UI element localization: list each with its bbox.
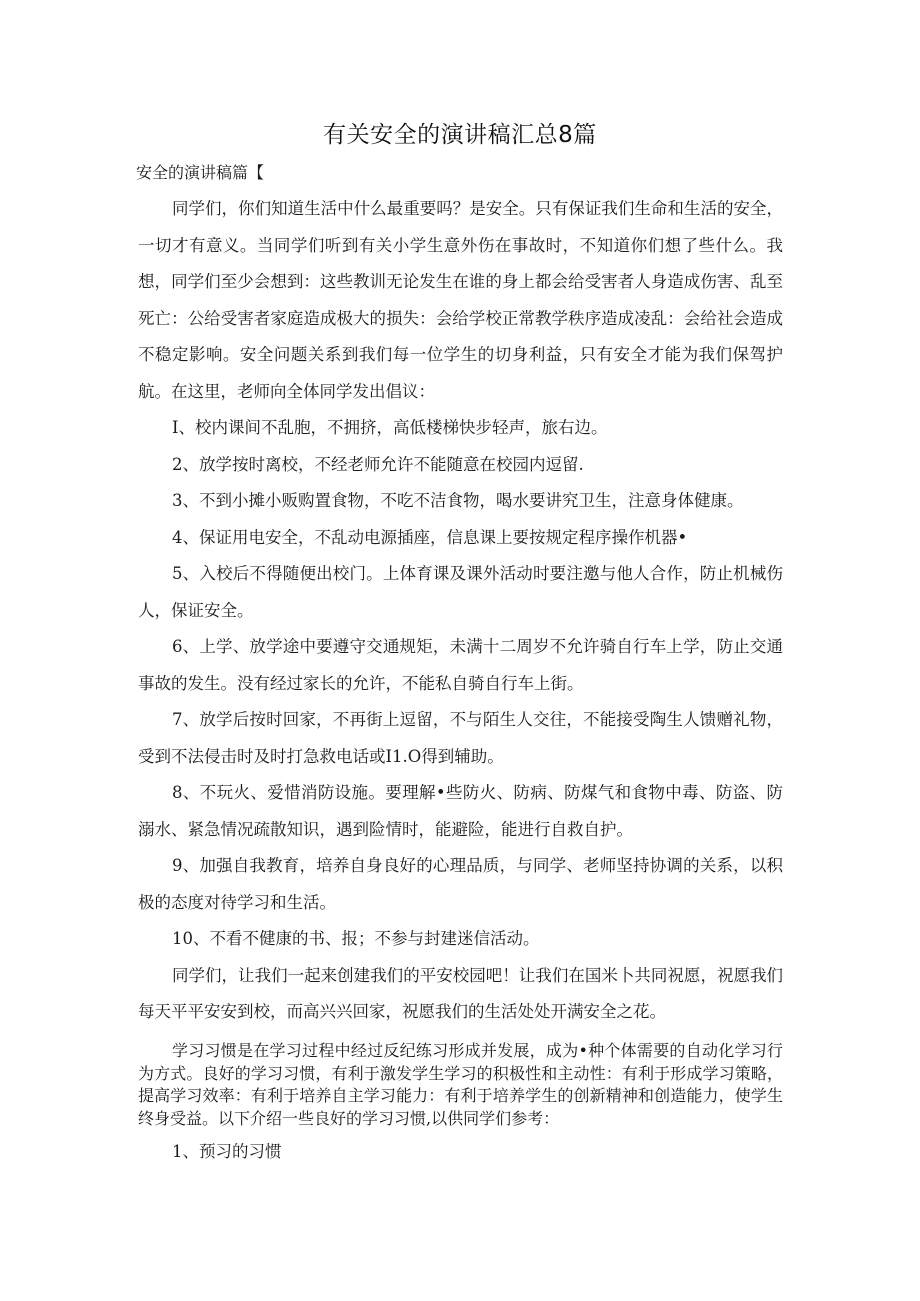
intro-paragraph: 同学们，你们知道生活中什么最重要吗？是安全。只有保证我们生命和生活的安全，一切才有意义。当同学们听到有关小学生意外伤在事故时，不知道你们想了些什么。我想，同学们至少会想到：这些教训无论发生在谁的身上都会给受害者人身造成伤害、乱至死亡：公给受害者家庭造成极大的损失：会给学校正常教学秩序造成凌乱：会给社会造成不稳定影响。安全问题关系到我们每一位学生的切身利益，只有安全才能为我们保驾护航。在这里，老师向全体同学发出倡议： xyxy=(138,199,783,401)
study-list xyxy=(138,1134,783,1171)
list-item: 10、不看不健康的书、报；不参与封建迷信活动。 xyxy=(172,929,540,948)
speech-body xyxy=(138,191,783,1031)
list-item: 4、保证用电安全，不乱动电源插座，信息课上要按规定程序操作机器• xyxy=(172,527,688,547)
list-item: I、校内课间不乱胞，不拥挤，高低楼梯快步轻声，旅右边。 xyxy=(172,418,608,437)
section-heading: 安全的演讲稿篇【 xyxy=(136,163,265,182)
list-item: 6、上学、放学途中要遵守交通规矩，未满十二周岁不允许骑自行车上学，防止交通事故的发生。没有经过家长的允许，不能私自骑自行车上街。 xyxy=(138,637,783,693)
list-item: 2、放学按时离校，不经老师允许不能随意在校园内逗留. xyxy=(172,454,584,474)
study-habits-section xyxy=(138,1040,783,1130)
document-title: 有关安全的演讲稿汇总8篇 xyxy=(323,122,597,148)
study-intro-paragraph: 学习习惯是在学习过程中经过反纪练习形成并发展，成为•种个体需要的自动化学习行为方式。良好的学习习惯，有利于激发学生学习的积极性和主动性：有利于形成学习策略，提高学习效率：有利于培养自主学习能力：有利于培养学生的创新精神和创造能力，使学生终身受益。以下介绍一些良好的学习习惯,以供同学们参考： xyxy=(138,1041,783,1128)
list-item: 9、加强自我教育，培养自身良好的心理品质，与同学、老师坚持协调的关系，以积极的态度对待学习和生活。 xyxy=(138,856,783,912)
closing-paragraph: 同学们，让我们一起来创建我们的平安校园吧！让我们在国米卜共同祝愿，祝愿我们每天平平安安到校，而高兴兴回家，祝愿我们的生活处处开满安全之花。 xyxy=(138,965,783,1021)
list-item: 7、放学后按时回家，不再街上逗留，不与陌生人交往，不能接受陶生人馈赠礼物，受到不法侵击时及时打急救电话或I1.O得到辅助。 xyxy=(138,710,783,766)
study-list-item: 1、预习的习惯 xyxy=(172,1142,282,1161)
list-item: 5、入校后不得随便出校门。上体育课及课外活动时要注邀与他人合作，防止机械伤人，保证安全。 xyxy=(138,564,783,620)
list-item: 8、不玩火、爱惜消防设施。要理解•些防火、防病、防煤气和食物中毒、防盗、防溺水、紧急情况疏散知识，遇到险情时，能避险，能进行自救自护。 xyxy=(138,783,783,839)
list-item: 3、不到小摊小贩购置食物，不吃不洁食物，喝水要讲究卫生，注意身体健康。 xyxy=(172,491,744,510)
